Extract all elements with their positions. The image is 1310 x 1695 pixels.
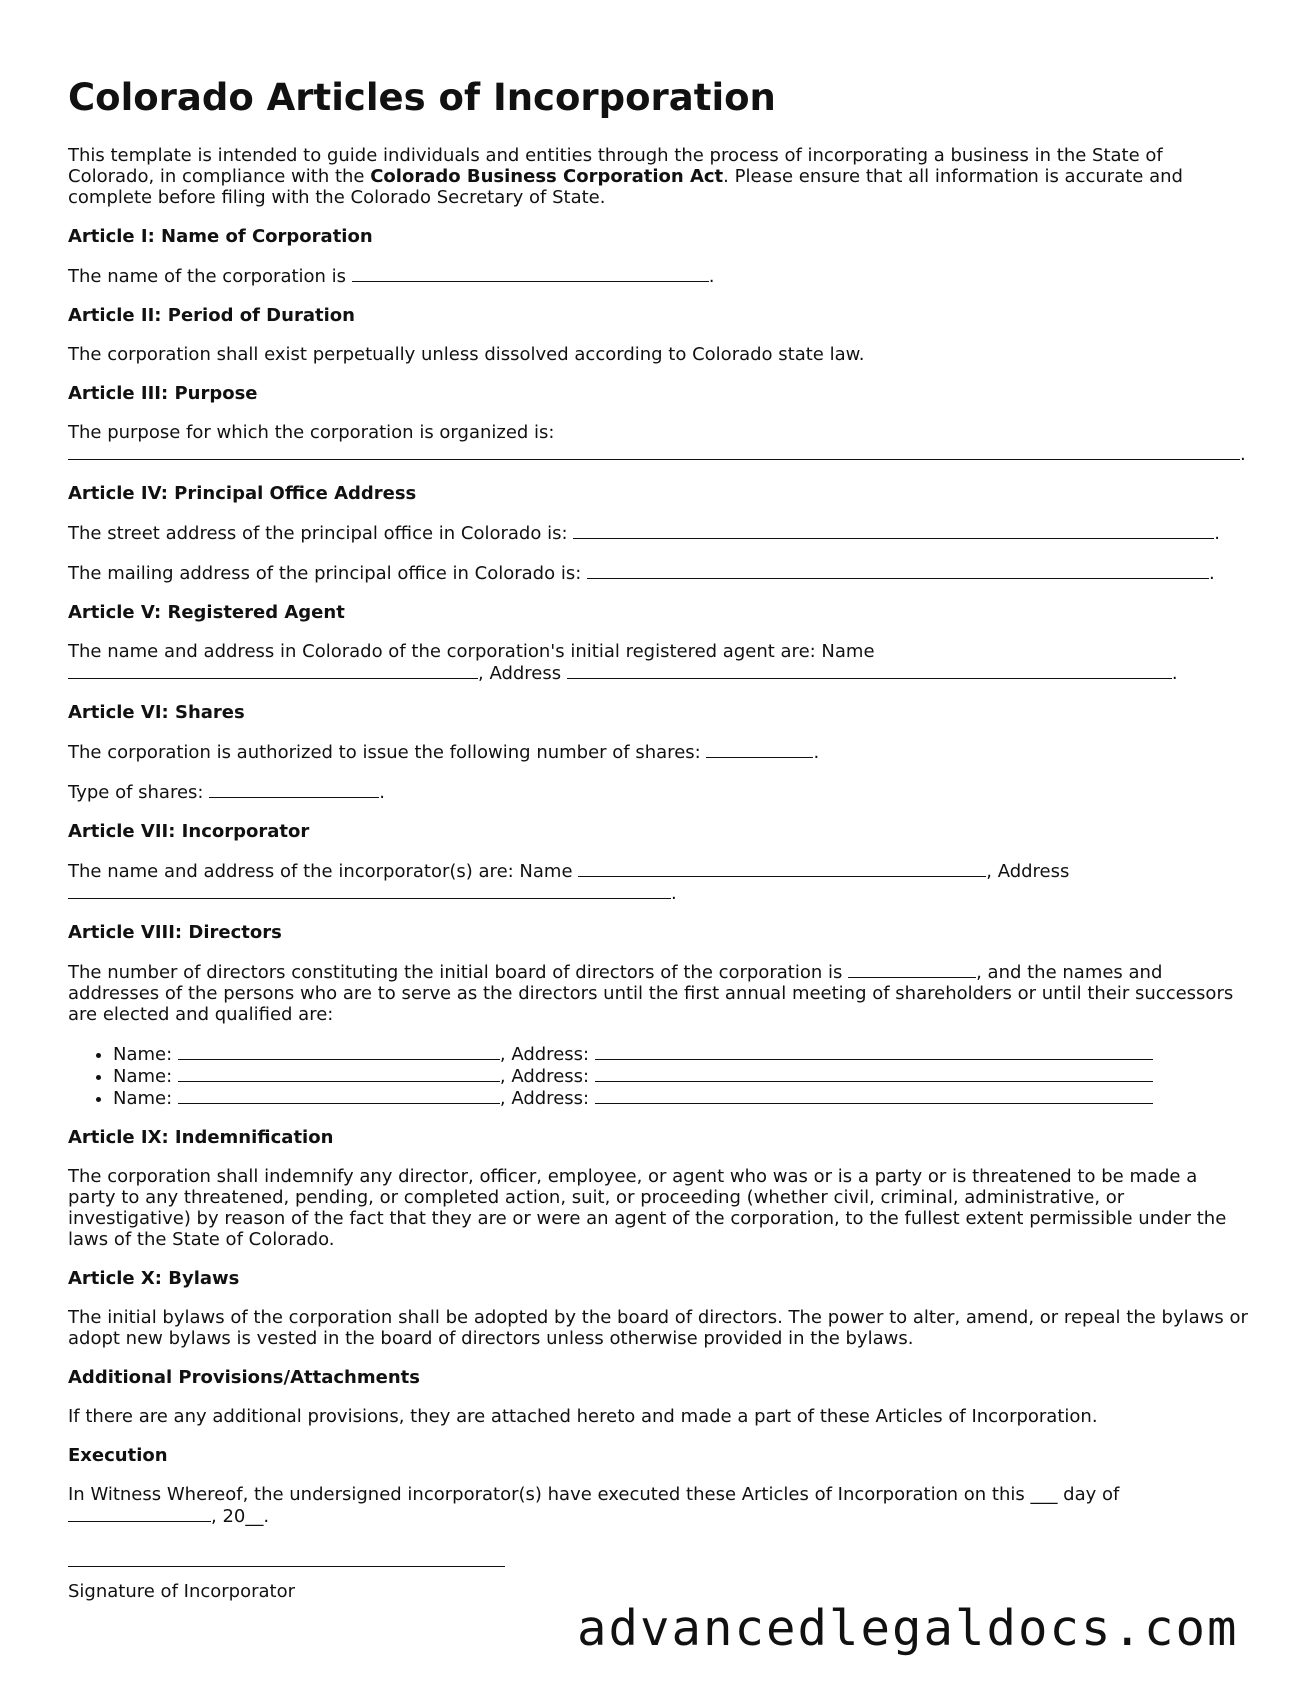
shares-number-text: The corporation is authorized to issue the following number of shares: .	[68, 741, 820, 763]
article-2-text: The corporation shall exist perpetually unless dissolved according to Colorado state law.	[68, 343, 865, 365]
article-5-text: The name and address in Colorado of the corporation's initial registered agent are: Name , Address .	[68, 640, 1178, 684]
article-1-heading: Article I: Name of Corporation	[68, 225, 373, 247]
director-address-blank[interactable]	[595, 1065, 1153, 1082]
street-address-text: The street address of the principal office in Colorado is: .	[68, 522, 1220, 544]
mailing-address-text: The mailing address of the principal office in Colorado is: .	[68, 562, 1215, 584]
mailing-address-blank[interactable]	[587, 562, 1209, 579]
article-5-heading: Article V: Registered Agent	[68, 601, 345, 623]
incorporator-address-blank[interactable]	[68, 882, 671, 899]
watermark: advancedlegaldocs.com	[577, 1600, 1239, 1657]
directors-count-blank[interactable]	[848, 961, 976, 978]
director-address-blank[interactable]	[595, 1087, 1153, 1104]
director-name-blank[interactable]	[178, 1087, 500, 1104]
article-4-heading: Article IV: Principal Office Address	[68, 482, 417, 504]
article-9-heading: Article IX: Indemnification	[68, 1126, 334, 1148]
signature-label: Signature of Incorporator	[68, 1580, 295, 1602]
document-title: Colorado Articles of Incorporation	[68, 76, 776, 119]
execution-month-blank[interactable]	[68, 1505, 211, 1522]
article-1-text: The name of the corporation is .	[68, 265, 715, 287]
article-3-heading: Article III: Purpose	[68, 382, 258, 404]
corporation-name-blank[interactable]	[352, 265, 709, 282]
article-6-heading: Article VI: Shares	[68, 701, 245, 723]
list-item: • Name: , Address:	[113, 1087, 1248, 1109]
additional-provisions-heading: Additional Provisions/Attachments	[68, 1366, 420, 1388]
execution-heading: Execution	[68, 1444, 168, 1466]
article-7-text: The name and address of the incorporator(s) are: Name , Address .	[68, 860, 1070, 904]
article-10-text: The initial bylaws of the corporation shall be adopted by the board of directors. The power to alter, amend, or repeal the bylaws or adopt new bylaws is vested in the board of directors unless otherwise provided in the bylaws.	[68, 1306, 1248, 1349]
director-name-blank[interactable]	[178, 1065, 500, 1082]
shares-type-text: Type of shares: .	[68, 781, 385, 803]
intro-paragraph: This template is intended to guide individuals and entities through the process of incorporating a business in the State of Colorado, in compliance with the Colorado Business Corporation Act. Please ensure that all information is accurate and complete before filing with the Colorado Secretary of State.	[68, 144, 1183, 208]
signature-line[interactable]	[68, 1565, 505, 1567]
article-7-heading: Article VII: Incorporator	[68, 820, 310, 842]
purpose-blank[interactable]	[68, 443, 1240, 460]
agent-address-blank[interactable]	[567, 662, 1172, 679]
article-8-heading: Article VIII: Directors	[68, 921, 282, 943]
shares-type-blank[interactable]	[209, 781, 379, 798]
document-page	[68, 78, 1248, 1620]
shares-number-blank[interactable]	[706, 741, 813, 758]
article-3-text: The purpose for which the corporation is organized is: .	[68, 421, 1246, 465]
article-2-heading: Article II: Period of Duration	[68, 304, 355, 326]
article-8-text: The number of directors constituting the initial board of directors of the corporation is , and the names and addresses of the persons who are to serve as the directors until the first annual meeting of shareholders or until their successors are elected and qualified are:	[68, 961, 1234, 1025]
director-address-blank[interactable]	[595, 1043, 1153, 1060]
incorporator-name-blank[interactable]	[578, 860, 986, 877]
additional-provisions-text: If there are any additional provisions, they are attached hereto and made a part of these Articles of Incorporation.	[68, 1405, 1098, 1427]
agent-name-blank[interactable]	[68, 662, 478, 679]
article-9-text: The corporation shall indemnify any director, officer, employee, or agent who was or is a party or is threatened to be made a party to any threatened, pending, or completed action, suit, or proceeding (whether civil, criminal, administrative, or investigative) by reason of the fact that they are or were an agent of the corporation, to the fullest extent permissible under the laws of the State of Colorado.	[68, 1165, 1227, 1250]
list-item: • Name: , Address:	[113, 1043, 1248, 1065]
list-item: • Name: , Address:	[113, 1065, 1248, 1087]
street-address-blank[interactable]	[573, 522, 1214, 539]
act-name: Colorado Business Corporation Act	[370, 165, 724, 187]
directors-list	[68, 1043, 1248, 1109]
director-name-blank[interactable]	[178, 1043, 500, 1060]
execution-text: In Witness Whereof, the undersigned incorporator(s) have executed these Articles of Incorporation on this ___ day of , 20__.	[68, 1483, 1120, 1527]
article-10-heading: Article X: Bylaws	[68, 1267, 240, 1289]
